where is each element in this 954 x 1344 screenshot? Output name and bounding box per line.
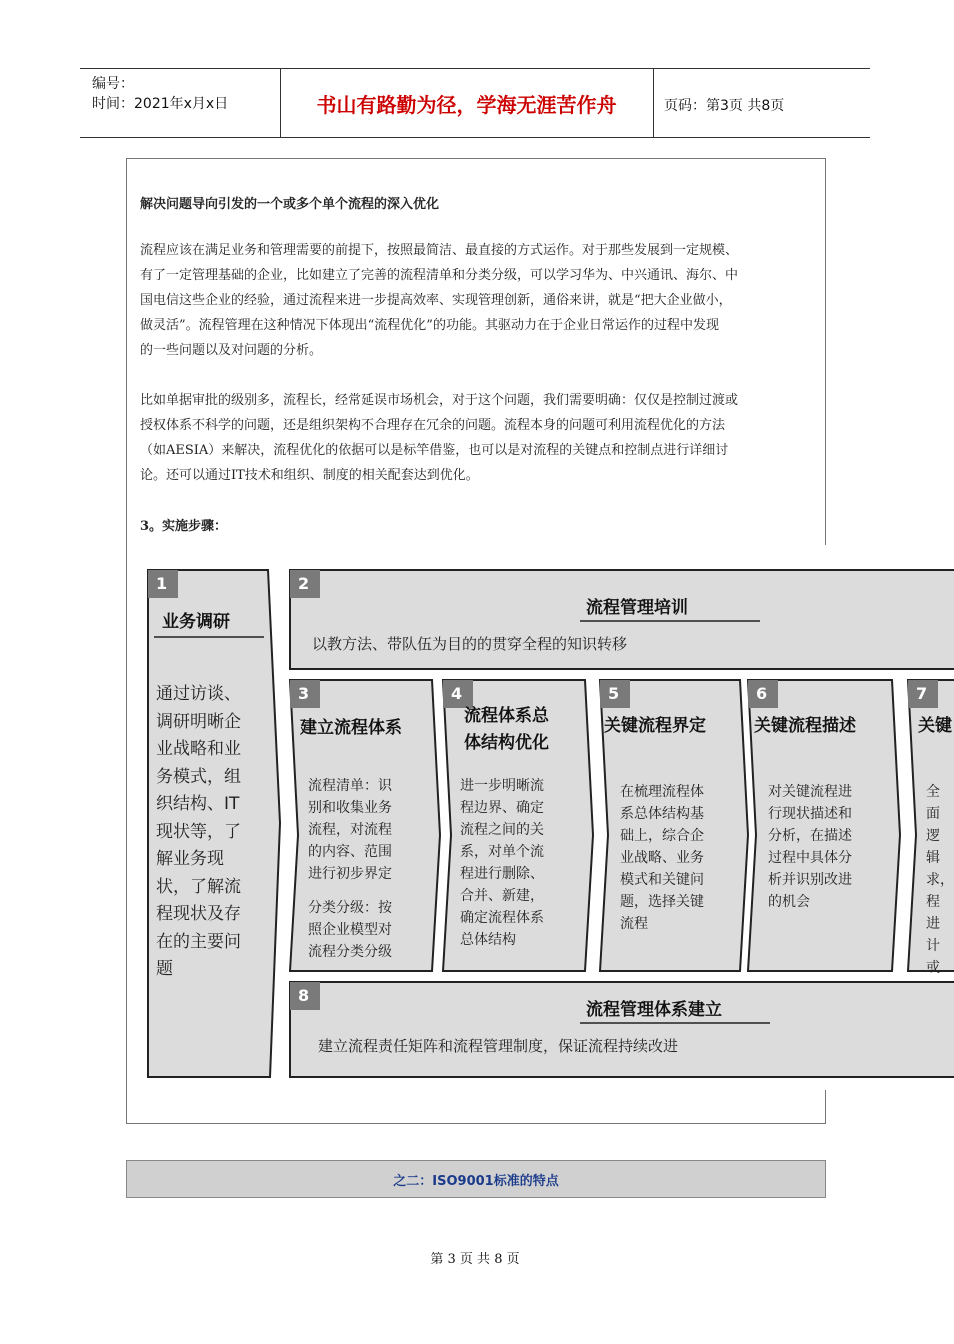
step-3-body-line: 流程分类分级 [308, 944, 392, 960]
step-6-body-line: 分析，在描述 [768, 828, 852, 844]
step-3-body [308, 775, 432, 963]
step-5-body-line: 在梳理流程体 [620, 784, 704, 800]
step-3-body-line: 别和收集业务 [308, 800, 392, 816]
step-4-title-line2: 体结构优化 [464, 733, 549, 753]
step-3-body-gap [308, 885, 432, 897]
step-1-title: 业务调研 [162, 612, 230, 632]
step-7-body-line: 全面 [926, 784, 940, 822]
step-4-body-line: 程进行删除、 [460, 866, 544, 882]
step-4-body-line: 流程之间的关 [460, 822, 544, 838]
section-heading: 解决问题导向引发的一个或多个单个流程的深入优化 [140, 197, 440, 212]
step-5-body-line: 题，选择关键 [620, 894, 704, 910]
paragraph-line: 论。还可以通过IT技术和组织、制度的相关配套达到优化。 [140, 468, 479, 483]
paragraph-line: 做灵活”。流程管理在这种情况下体现出“流程优化”的功能。其驱动力在于企业日常运作的过程中发现 [140, 318, 719, 333]
step-1-body-line: 现状等，了 [156, 821, 241, 842]
step-2-body: 以教方法、带队伍为目的的贯穿全程的知识转移 [312, 635, 628, 653]
steps-title: 3。实施步骤： [140, 519, 228, 534]
section-bar-title: 之二：ISO9001标准的特点 [393, 1173, 559, 1189]
step-8-title: 流程管理体系建立 [586, 1000, 722, 1020]
paragraph-line: 有了一定管理基础的企业，比如建立了完善的流程清单和分类分级，可以学习华为、中兴通讯、海尔、中 [140, 268, 739, 283]
step-4-body-line: 合并、新建， [460, 888, 544, 904]
paragraph-line: 流程应该在满足业务和管理需要的前提下，按照最简洁、最直接的方式运作。对于那些发展到一定规模、 [140, 243, 739, 258]
header-meta-cell [80, 69, 281, 137]
step-7-body-line: 计或 [926, 938, 940, 976]
step-6-body [768, 781, 890, 913]
step-8-body: 建立流程责任矩阵和流程管理制度，保证流程持续改进 [318, 1037, 679, 1055]
paragraph-line: 国电信这些企业的经验，通过流程来进一步提高效率、实现管理创新，通俗来讲，就是“把大企业做小， [140, 293, 732, 308]
step-1-body-line: 务模式，组 [156, 766, 241, 787]
step-4-number: 4 [451, 684, 463, 703]
step-4-body [460, 775, 584, 951]
step-1-body-line: 在的主要问 [156, 931, 241, 952]
step-1-body-line: 程现状及存 [156, 904, 241, 924]
step-1-body-line: 调研明晰企 [156, 711, 241, 732]
paragraph-line: 授权体系不科学的问题，还是组织架构不合理存在冗余的问题。流程本身的问题可利用流程优化的方法 [140, 418, 726, 433]
page-footer: 第 3 页 共 8 页 [430, 1252, 520, 1267]
header-date-label: 时间：2021年x月x日 [92, 96, 229, 112]
page-header [80, 68, 870, 138]
step-3-body-line: 流程清单：识 [308, 778, 392, 794]
step-7-body-line: 程进 [926, 894, 940, 932]
step-5-body [620, 781, 740, 935]
step-5-body-line: 系总体结构基 [620, 806, 704, 822]
step-5-title: 关键流程界定 [604, 716, 706, 736]
step-8-number: 8 [298, 986, 310, 1005]
paragraph-1 [140, 238, 810, 363]
step-6-body-line: 的机会 [768, 894, 810, 910]
step-3-title: 建立流程体系 [300, 718, 402, 738]
step-6-body-line: 析并识别改进 [768, 872, 852, 888]
step-5-body-line: 流程 [620, 916, 648, 932]
step-1-body-line: 题 [156, 959, 173, 979]
step-3-body-line: 流程，对流程 [308, 822, 392, 838]
step-1-body-line: 状，了解流 [156, 876, 241, 897]
step-7-body-line: 逻辑 [926, 828, 940, 866]
paragraph-2 [140, 388, 810, 488]
header-number-label: 编号： [92, 76, 134, 92]
step-4-body-line: 程边界、确定 [460, 800, 544, 816]
step-4-body-line: 系，对单个流 [460, 844, 544, 860]
step-4-title: 流程体系总 [464, 706, 549, 726]
paragraph-line: （如AESIA）来解决，流程优化的依据可以是标竿借鉴，也可以是对流程的关键点和控制点进行详细讨 [140, 443, 729, 458]
step-3-body-line: 进行初步界定 [308, 866, 392, 882]
step-6-body-line: 过程中具体分 [768, 850, 852, 866]
step-2-title: 流程管理培训 [586, 598, 688, 618]
step-5-number: 5 [608, 684, 620, 703]
step-5-body-line: 模式和关键问 [620, 872, 704, 888]
step-4-body-line: 确定流程体系 [460, 910, 544, 926]
step-1-body [156, 681, 274, 984]
step-3-body-line: 照企业模型对 [308, 922, 392, 938]
step-1-number: 1 [156, 574, 168, 593]
paragraph-line: 的一些问题以及对问题的分析。 [140, 343, 323, 358]
step-1-body-line: 业战略和业 [156, 739, 241, 759]
step-6-number: 6 [756, 684, 768, 703]
step-6-body-line: 行现状描述和 [768, 806, 852, 822]
header-motto-cell [280, 69, 654, 137]
header-motto: 书山有路勤为径，学海无涯苦作舟 [316, 92, 617, 117]
step-4-body-line: 总体结构 [460, 932, 516, 948]
step-6-body-line: 对关键流程进 [768, 784, 852, 800]
section-bar [126, 1160, 826, 1198]
step-7-body-line: 求， [926, 872, 954, 888]
paragraph-line: 比如单据审批的级别多，流程长，经常延误市场机会，对于这个问题，我们需要明确：仅仅是控制过渡或 [140, 393, 739, 408]
process-steps-diagram [140, 545, 954, 1090]
step-3-body-line: 的内容、范围 [308, 844, 392, 860]
step-1-body-line: 通过访谈、 [156, 684, 241, 704]
step-4-body-line: 进一步明晰流 [460, 778, 544, 794]
step-5-body-line: 业战略、业务 [620, 850, 704, 866]
step-7-body [926, 781, 954, 979]
step-5-body-line: 础上，综合企 [620, 828, 704, 844]
step-2-number: 2 [298, 574, 310, 593]
header-page-label: 页码：第3页 共8页 [664, 98, 785, 114]
step-1-body-line: 解业务现 [156, 849, 224, 869]
step-3-body-line: 分类分级：按 [308, 900, 392, 916]
step-7-title: 关键 [918, 716, 952, 736]
step-3-number: 3 [298, 684, 310, 703]
step-7-number: 7 [916, 684, 928, 703]
step-1-body-line: 织结构、IT [156, 794, 240, 814]
step-6-title: 关键流程描述 [754, 716, 856, 736]
